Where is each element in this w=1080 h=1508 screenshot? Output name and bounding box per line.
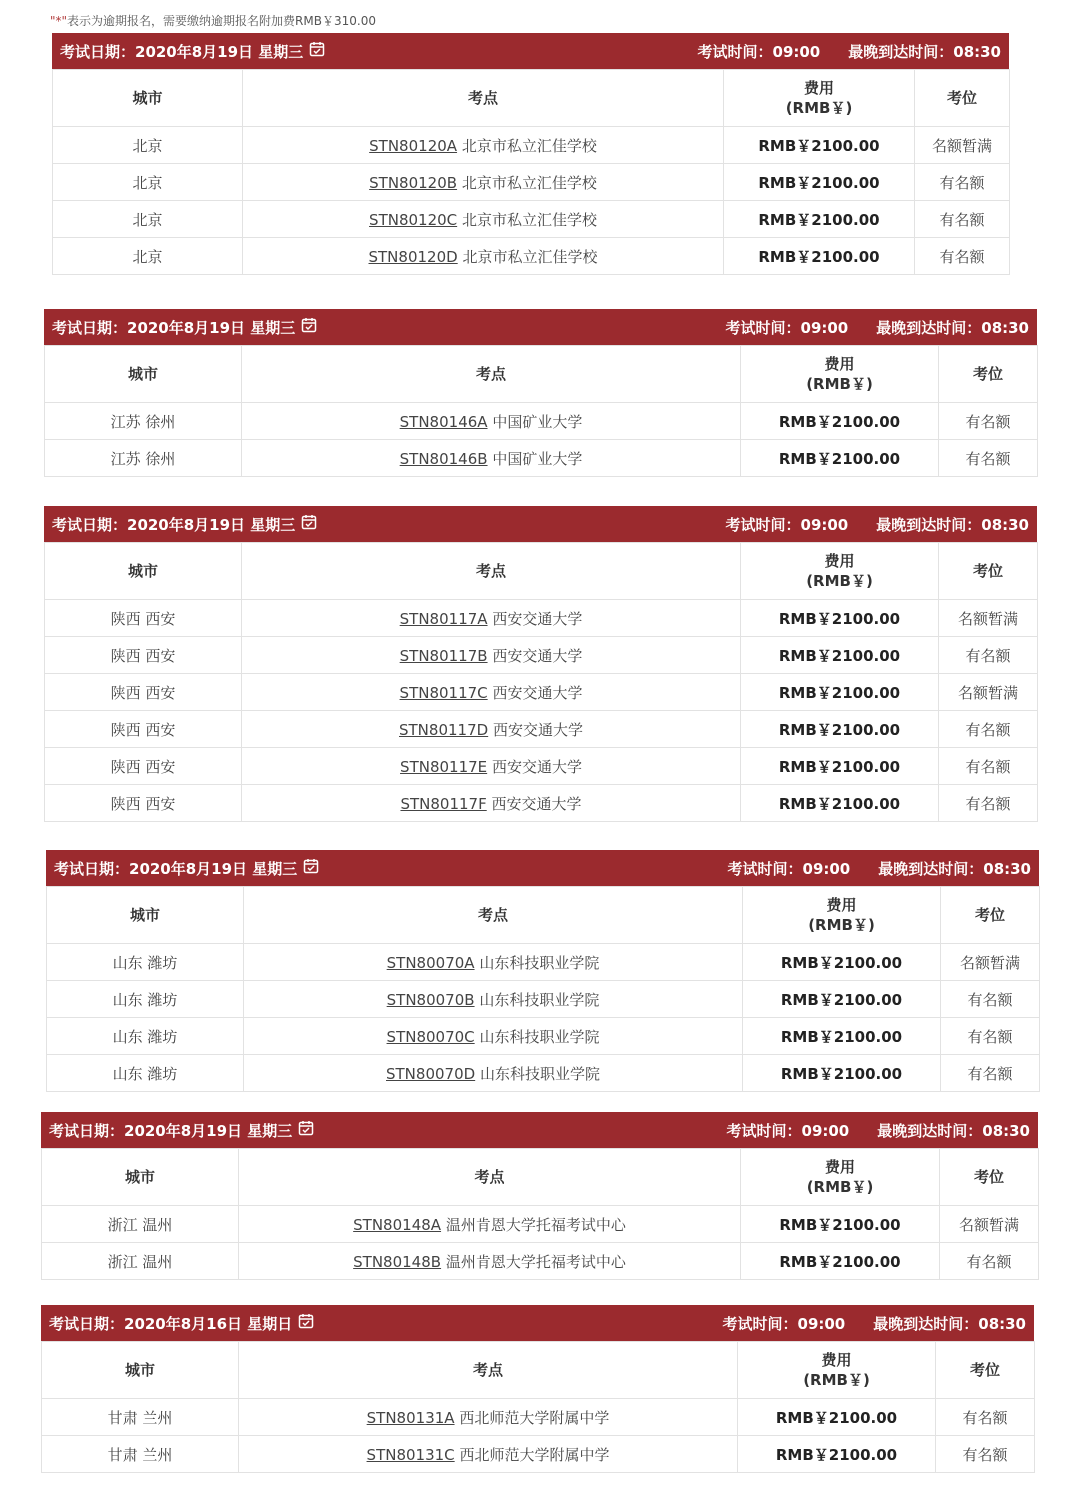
seat-status-cell: 有名额 [939, 748, 1038, 785]
venue-code-link[interactable]: STN80070D [386, 1064, 476, 1083]
venue-school: 山东科技职业学院 [479, 1027, 600, 1046]
col-header-city: 城市 [45, 346, 242, 403]
seat-status-cell: 有名额 [941, 1055, 1040, 1092]
exam-date-header [46, 850, 1039, 886]
venue-cell [242, 637, 741, 674]
venue-code-link[interactable]: STN80120C [369, 210, 458, 229]
arrival-time: 最晚到达时间：08:30 [873, 1314, 1026, 1333]
col-header-fee [741, 543, 939, 600]
venue-cell [239, 1399, 738, 1436]
venue-school: 中国矿业大学 [492, 412, 583, 431]
venue-school: 西安交通大学 [492, 609, 583, 628]
venue-code-link[interactable]: STN80146A [399, 412, 488, 431]
venue-code-link[interactable]: STN80117D [399, 720, 489, 739]
venue-code-link[interactable]: STN80146B [399, 449, 488, 468]
exam-date-header [41, 1112, 1038, 1148]
exam-date: 考试日期：2020年8月19日 星期三 [60, 42, 304, 61]
col-header-venue: 考点 [239, 1149, 741, 1206]
table-row [47, 1018, 1040, 1055]
table-row [42, 1243, 1039, 1280]
fee-cell: RMB￥2100.00 [724, 127, 915, 164]
seat-status-cell: 有名额 [940, 1243, 1039, 1280]
col-header-fee [743, 887, 941, 944]
seat-status-cell: 名额暂满 [940, 1206, 1039, 1243]
venue-school: 温州肯恩大学托福考试中心 [445, 1252, 626, 1271]
venue-school: 北京市私立汇佳学校 [461, 173, 597, 192]
venue-cell [239, 1243, 741, 1280]
venue-cell [239, 1436, 738, 1473]
venue-cell [244, 944, 743, 981]
venue-cell [242, 440, 741, 477]
table-row [42, 1399, 1035, 1436]
fee-cell: RMB￥2100.00 [741, 403, 939, 440]
col-header-fee [724, 70, 915, 127]
col-header-city: 城市 [42, 1342, 239, 1399]
table-header-row [42, 1149, 1039, 1206]
exam-date-block [44, 309, 1037, 477]
table-row [47, 1055, 1040, 1092]
venue-code-link[interactable]: STN80070A [386, 953, 475, 972]
exam-date-block [46, 850, 1039, 1092]
venue-school: 西安交通大学 [491, 757, 582, 776]
exam-time: 考试时间：09:00 [725, 318, 849, 337]
calendar-icon[interactable] [303, 858, 319, 878]
venue-cell [243, 238, 724, 275]
exam-date: 考试日期：2020年8月19日 星期三 [52, 318, 296, 337]
venue-cell [243, 127, 724, 164]
venue-cell [239, 1206, 741, 1243]
venue-cell [243, 201, 724, 238]
fee-cell: RMB￥2100.00 [724, 164, 915, 201]
arrival-time: 最晚到达时间：08:30 [876, 515, 1029, 534]
fee-cell: RMB￥2100.00 [741, 637, 939, 674]
seat-status-cell: 有名额 [936, 1399, 1035, 1436]
table-header-row [47, 887, 1040, 944]
city-cell: 甘肃 兰州 [42, 1436, 239, 1473]
exam-date-header [41, 1305, 1034, 1341]
venue-code-link[interactable]: STN80131C [366, 1445, 455, 1464]
calendar-icon[interactable] [301, 514, 317, 534]
venue-school: 温州肯恩大学托福考试中心 [445, 1215, 626, 1234]
exam-date: 考试日期：2020年8月19日 星期三 [54, 859, 298, 878]
venue-cell [244, 1018, 743, 1055]
venue-school: 北京市私立汇佳学校 [462, 247, 598, 266]
venue-school: 山东科技职业学院 [479, 1064, 600, 1083]
arrival-time: 最晚到达时间：08:30 [877, 1121, 1030, 1140]
venue-school: 西北师范大学附属中学 [459, 1408, 610, 1427]
table-row [47, 944, 1040, 981]
venue-code-link[interactable]: STN80148B [353, 1252, 442, 1271]
table-header-row [42, 1342, 1035, 1399]
fee-header-line2: (RMB￥) [785, 99, 853, 117]
venue-school: 西安交通大学 [492, 683, 583, 702]
calendar-icon[interactable] [301, 317, 317, 337]
seat-status-cell: 有名额 [915, 238, 1010, 275]
fee-header-line1: 费用 [803, 79, 834, 97]
city-cell: 江苏 徐州 [45, 440, 242, 477]
fee-cell: RMB￥2100.00 [741, 785, 939, 822]
venue-school: 西安交通大学 [492, 646, 583, 665]
seat-status-cell: 有名额 [939, 440, 1038, 477]
seat-status-cell: 有名额 [941, 1018, 1040, 1055]
table-row [45, 674, 1038, 711]
venue-code-link[interactable]: STN80070C [386, 1027, 475, 1046]
city-cell: 北京 [53, 127, 243, 164]
city-cell: 山东 潍坊 [47, 1018, 244, 1055]
fee-cell: RMB￥2100.00 [724, 201, 915, 238]
exam-date-header [44, 309, 1037, 345]
table-header-row [45, 346, 1038, 403]
exam-date: 考试日期：2020年8月16日 星期日 [49, 1314, 293, 1333]
venue-code-link[interactable]: STN80117B [399, 646, 488, 665]
fee-cell: RMB￥2100.00 [743, 1018, 941, 1055]
fee-cell: RMB￥2100.00 [738, 1399, 936, 1436]
col-header-venue: 考点 [239, 1342, 738, 1399]
note-text: 表示为逾期报名，需要缴纳逾期报名附加费RMB￥310.00 [67, 14, 376, 28]
city-cell: 陕西 西安 [45, 600, 242, 637]
table-row [45, 785, 1038, 822]
col-header-city: 城市 [45, 543, 242, 600]
fee-cell: RMB￥2100.00 [743, 981, 941, 1018]
venue-table [52, 69, 1010, 275]
col-header-seat: 考位 [939, 543, 1038, 600]
fee-header-line1: 费用 [826, 896, 857, 914]
fee-cell: RMB￥2100.00 [741, 1243, 940, 1280]
calendar-icon[interactable] [298, 1120, 314, 1140]
table-row [45, 637, 1038, 674]
city-cell: 北京 [53, 164, 243, 201]
venue-code-link[interactable]: STN80120B [369, 173, 458, 192]
fee-cell: RMB￥2100.00 [724, 238, 915, 275]
city-cell: 北京 [53, 238, 243, 275]
col-header-fee [741, 346, 939, 403]
exam-date: 考试日期：2020年8月19日 星期三 [52, 515, 296, 534]
venue-school: 山东科技职业学院 [479, 990, 600, 1009]
venue-cell [242, 674, 741, 711]
seat-status-cell: 有名额 [939, 403, 1038, 440]
venue-school: 西安交通大学 [491, 794, 582, 813]
col-header-seat: 考位 [940, 1149, 1039, 1206]
venue-code-link[interactable]: STN80117C [399, 683, 488, 702]
fee-cell: RMB￥2100.00 [741, 440, 939, 477]
fee-header-line1: 费用 [824, 355, 855, 373]
fee-cell: RMB￥2100.00 [741, 711, 939, 748]
fee-cell: RMB￥2100.00 [743, 944, 941, 981]
city-cell: 陕西 西安 [45, 637, 242, 674]
table-row [45, 748, 1038, 785]
city-cell: 北京 [53, 201, 243, 238]
seat-status-cell: 有名额 [915, 201, 1010, 238]
fee-header-line2: (RMB￥) [803, 1371, 870, 1389]
exam-date-block [52, 33, 1009, 275]
city-cell: 甘肃 兰州 [42, 1399, 239, 1436]
venue-table [44, 345, 1038, 477]
col-header-venue: 考点 [243, 70, 724, 127]
table-row [53, 164, 1010, 201]
exam-time: 考试时间：09:00 [727, 859, 851, 878]
venue-table [46, 886, 1040, 1092]
exam-time: 考试时间：09:00 [697, 42, 821, 61]
col-header-fee [741, 1149, 940, 1206]
venue-cell [242, 785, 741, 822]
col-header-seat: 考位 [936, 1342, 1035, 1399]
table-row [42, 1436, 1035, 1473]
venue-code-link[interactable]: STN80148A [353, 1215, 442, 1234]
venue-school: 北京市私立汇佳学校 [461, 136, 597, 155]
col-header-city: 城市 [42, 1149, 239, 1206]
exam-time: 考试时间：09:00 [725, 515, 849, 534]
fee-header-line2: (RMB￥) [806, 572, 873, 590]
city-cell: 陕西 西安 [45, 785, 242, 822]
col-header-seat: 考位 [939, 346, 1038, 403]
fee-cell: RMB￥2100.00 [741, 600, 939, 637]
table-row [47, 981, 1040, 1018]
fee-cell: RMB￥2100.00 [738, 1436, 936, 1473]
venue-cell [242, 711, 741, 748]
calendar-icon[interactable] [309, 41, 325, 61]
col-header-venue: 考点 [242, 543, 741, 600]
exam-date-block [41, 1305, 1034, 1473]
venue-school: 中国矿业大学 [492, 449, 583, 468]
seat-status-cell: 有名额 [939, 785, 1038, 822]
col-header-fee [738, 1342, 936, 1399]
exam-time: 考试时间：09:00 [726, 1121, 850, 1140]
arrival-time: 最晚到达时间：08:30 [876, 318, 1029, 337]
seat-status-cell: 有名额 [941, 981, 1040, 1018]
table-row [45, 600, 1038, 637]
venue-school: 北京市私立汇佳学校 [461, 210, 597, 229]
arrival-time: 最晚到达时间：08:30 [848, 42, 1001, 61]
col-header-venue: 考点 [242, 346, 741, 403]
col-header-city: 城市 [47, 887, 244, 944]
city-cell: 江苏 徐州 [45, 403, 242, 440]
venue-code-link[interactable]: STN80117A [399, 609, 488, 628]
city-cell: 陕西 西安 [45, 711, 242, 748]
table-row [53, 238, 1010, 275]
seat-status-cell: 名额暂满 [939, 674, 1038, 711]
venue-table [44, 542, 1038, 822]
seat-status-cell: 名额暂满 [915, 127, 1010, 164]
seat-status-cell: 有名额 [939, 637, 1038, 674]
exam-date: 考试日期：2020年8月19日 星期三 [49, 1121, 293, 1140]
city-cell: 浙江 温州 [42, 1206, 239, 1243]
city-cell: 陕西 西安 [45, 748, 242, 785]
venue-table [41, 1341, 1035, 1473]
venue-code-link[interactable]: STN80117E [400, 757, 488, 776]
seat-status-cell: 有名额 [936, 1436, 1035, 1473]
venue-code-link[interactable]: STN80120D [368, 247, 458, 266]
city-cell: 陕西 西安 [45, 674, 242, 711]
fee-header-line2: (RMB￥) [808, 916, 875, 934]
seat-status-cell: 有名额 [939, 711, 1038, 748]
venue-cell [243, 164, 724, 201]
exam-date-block [41, 1112, 1038, 1280]
venue-code-link[interactable]: STN80131A [366, 1408, 455, 1427]
city-cell: 山东 潍坊 [47, 981, 244, 1018]
venue-cell [242, 600, 741, 637]
venue-cell [242, 403, 741, 440]
arrival-time: 最晚到达时间：08:30 [878, 859, 1031, 878]
city-cell: 浙江 温州 [42, 1243, 239, 1280]
fee-header-line2: (RMB￥) [806, 1178, 874, 1196]
note-star: "*" [50, 14, 68, 28]
seat-status-cell: 有名额 [915, 164, 1010, 201]
exam-date-header [52, 33, 1009, 69]
fee-cell: RMB￥2100.00 [743, 1055, 941, 1092]
col-header-venue: 考点 [244, 887, 743, 944]
venue-school: 山东科技职业学院 [479, 953, 600, 972]
venue-school: 西北师范大学附属中学 [459, 1445, 610, 1464]
exam-time: 考试时间：09:00 [722, 1314, 846, 1333]
col-header-city: 城市 [53, 70, 243, 127]
table-row [45, 440, 1038, 477]
seat-status-cell: 名额暂满 [939, 600, 1038, 637]
col-header-seat: 考位 [915, 70, 1010, 127]
venue-code-link[interactable]: STN80117F [400, 794, 487, 813]
fee-header-line2: (RMB￥) [806, 375, 873, 393]
fee-header-line1: 费用 [824, 552, 855, 570]
table-row [53, 127, 1010, 164]
fee-header-line1: 费用 [824, 1158, 855, 1176]
col-header-seat: 考位 [941, 887, 1040, 944]
seat-status-cell: 名额暂满 [941, 944, 1040, 981]
table-row [53, 201, 1010, 238]
exam-date-block [44, 506, 1037, 822]
venue-table [41, 1148, 1039, 1280]
table-row [42, 1206, 1039, 1243]
table-header-row [53, 70, 1010, 127]
exam-date-header [44, 506, 1037, 542]
fee-cell: RMB￥2100.00 [741, 748, 939, 785]
venue-code-link[interactable]: STN80070B [386, 990, 475, 1009]
table-row [45, 403, 1038, 440]
fee-header-line1: 费用 [821, 1351, 852, 1369]
late-fee-note [50, 12, 376, 29]
city-cell: 山东 潍坊 [47, 944, 244, 981]
fee-cell: RMB￥2100.00 [741, 674, 939, 711]
venue-school: 西安交通大学 [492, 720, 583, 739]
venue-cell [244, 1055, 743, 1092]
fee-cell: RMB￥2100.00 [741, 1206, 940, 1243]
calendar-icon[interactable] [298, 1313, 314, 1333]
venue-code-link[interactable]: STN80120A [369, 136, 458, 155]
table-row [45, 711, 1038, 748]
venue-cell [244, 981, 743, 1018]
city-cell: 山东 潍坊 [47, 1055, 244, 1092]
venue-cell [242, 748, 741, 785]
table-header-row [45, 543, 1038, 600]
